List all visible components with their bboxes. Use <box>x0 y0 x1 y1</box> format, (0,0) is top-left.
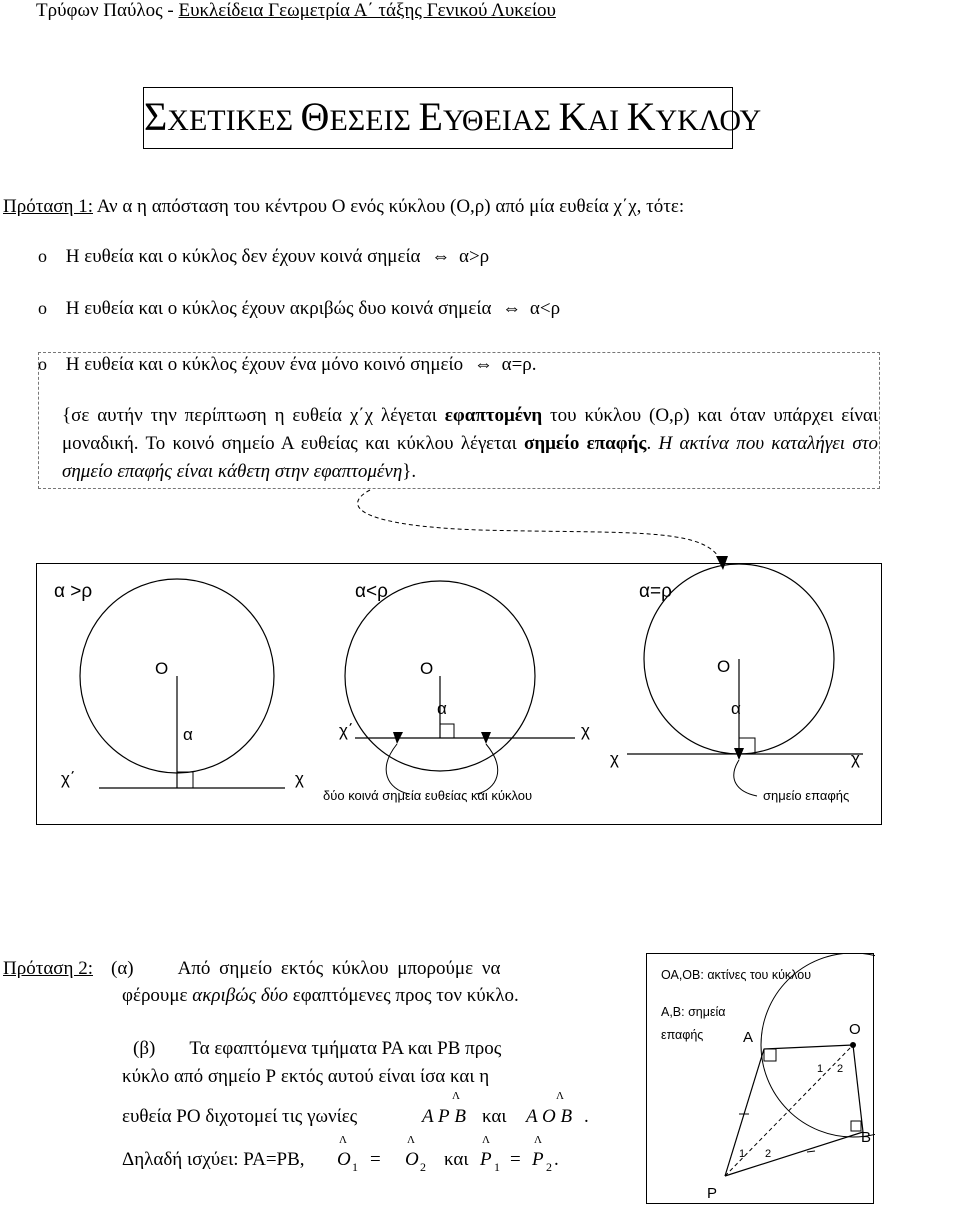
list-item-text: Η ευθεία και ο κύκλος έχουν ένα μόνο κοινό σημείο <box>65 354 464 375</box>
angle-aob: Α Ο Β <box>526 1106 573 1127</box>
and-word: και <box>482 1106 507 1127</box>
title-cap: Ε <box>418 94 443 139</box>
list-item <box>38 298 560 320</box>
note-text: . <box>646 433 659 454</box>
proposition-2 <box>3 958 500 980</box>
caption-tangent-point: σημείο επαφής <box>763 788 850 803</box>
proposition-2-label: Πρόταση 2: <box>3 958 93 979</box>
distance-label: α <box>183 725 193 744</box>
text-italic: ακριβώς δύο <box>192 985 288 1006</box>
equality-line <box>122 1134 642 1178</box>
proposition-1 <box>3 196 684 218</box>
title-rest: ΑΙ <box>587 104 627 137</box>
list-item <box>38 354 537 376</box>
pointer-curve <box>734 760 757 796</box>
center-label: Ο <box>155 659 169 678</box>
note-text: {σε αυτήν την περίπτωση η ευθεία χ΄χ λέγεται <box>62 405 445 426</box>
caption-two-points: δύο κοινά σημεία ευθείας και κύκλου <box>323 788 533 803</box>
iff-icon: ⇔ <box>502 298 522 319</box>
proposition-1-text: Αν α η απόσταση του κέντρου Ο ενός κύκλου (Ο,ρ) από μία ευθεία χ΄χ, τότε: <box>93 196 685 217</box>
list-item-text: Η ευθεία και ο κύκλος έχουν ακριβώς δυο κοινά σημεία <box>65 298 492 319</box>
proposition-2-line <box>122 985 519 1007</box>
line-right-label: χ <box>581 721 590 740</box>
list-item-condition: α>ρ <box>459 246 490 267</box>
right-angle-icon <box>851 1121 861 1131</box>
pointer-curve <box>386 744 409 794</box>
part-b-text: ευθεία ΡΟ διχοτομεί τις γωνίες <box>122 1106 358 1127</box>
note-text: του κύκλου (Ο,ρ) και όταν υπάρχει είναι μοναδική. Το κοινό σημείο Α ευθείας και κύκλου λέγεται <box>62 405 878 454</box>
angle-index: 1 <box>817 1063 824 1075</box>
pointer-curve <box>477 744 498 794</box>
title-rest: ΧΕΤΙΚΕΣ <box>167 104 301 137</box>
list-item-condition: α=ρ. <box>501 354 537 375</box>
right-angle-icon <box>440 724 454 738</box>
iff-icon: ⇔ <box>431 246 451 267</box>
page-title <box>143 87 762 149</box>
angle-index: 1 <box>739 1148 746 1160</box>
point-b-label: Β <box>860 1129 871 1146</box>
figure-line-circle-positions <box>36 563 882 825</box>
equality-intro: Δηλαδή ισχύει: ΡΑ=ΡΒ, <box>122 1149 305 1170</box>
figure-tangent-segments <box>646 953 874 1204</box>
line-right-label: χ <box>295 769 304 788</box>
note-bold: σημείο επαφής <box>523 433 647 454</box>
text: εφαπτόμενες προς τον κύκλο. <box>287 985 519 1006</box>
bullet-icon: o <box>38 298 47 318</box>
angle-index: 2 <box>837 1063 844 1075</box>
center-label: Ο <box>420 659 434 678</box>
subscript: 2 <box>546 1160 552 1174</box>
period: . <box>584 1106 589 1127</box>
bullet-icon: o <box>38 354 47 374</box>
note-text: }. <box>402 461 417 482</box>
tangent-pb <box>725 1132 863 1176</box>
book-title: Ευκλείδεια Γεωμετρία Α΄ τάξης Γενικού Λυκείου <box>178 0 556 21</box>
text: φέρουμε <box>122 985 193 1006</box>
symbol-p: Ρ <box>480 1149 492 1170</box>
equals-sign: = <box>370 1149 381 1170</box>
figure-note-points: Α,Β: σημεία <box>661 1005 726 1019</box>
figure-note-radii: ΟΑ,ΟΒ: ακτίνες του κύκλου <box>661 968 812 982</box>
and-word: και <box>444 1149 469 1170</box>
note-italic: Η ακτίνα που καταλήγει στο σημείο επαφής είναι κάθετη στην εφαπτομένη <box>62 433 879 482</box>
right-angle-icon <box>177 772 193 788</box>
case-header: α >ρ <box>54 581 93 602</box>
list-item-text: Η ευθεία και ο κύκλος δεν έχουν κοινά σημεία <box>65 246 421 267</box>
title-cap: Κ <box>626 94 656 139</box>
subscript: 1 <box>352 1160 358 1174</box>
subscript: 2 <box>420 1160 426 1174</box>
distance-label: α <box>731 699 741 718</box>
title-rest: ΕΣΕΙΣ <box>329 104 419 137</box>
title-rest: ΥΚΛΟΥ <box>655 104 762 137</box>
line-left-label: χ΄ <box>339 721 354 740</box>
author: Τρύφων Παύλος - <box>36 0 179 21</box>
center-label: Ο <box>717 657 731 676</box>
case-header: α<ρ <box>355 581 388 602</box>
proposition-1-label: Πρόταση 1: <box>3 196 93 217</box>
equals-sign: = <box>510 1149 521 1170</box>
period: . <box>554 1149 559 1170</box>
title-cap: Σ <box>144 94 168 139</box>
equal-mark <box>807 1151 815 1152</box>
page-header <box>36 0 556 22</box>
angles-line <box>122 1090 642 1130</box>
bullet-icon: o <box>38 246 47 266</box>
line-left-label: χ <box>610 749 619 768</box>
point-p-label: Ρ <box>707 1185 718 1202</box>
radius-oa <box>764 1045 853 1049</box>
line-right-label: χ <box>851 749 860 768</box>
hat-icon: Λ <box>452 1090 460 1102</box>
note-bold: εφαπτομένη <box>444 405 543 426</box>
hat-icon: Λ <box>556 1090 564 1102</box>
list-item <box>38 246 489 268</box>
hat-icon: Λ <box>534 1134 542 1146</box>
angle-index: 2 <box>765 1148 772 1160</box>
symbol-o: Ο <box>405 1149 419 1170</box>
part-b-marker: (β) <box>133 1038 156 1059</box>
part-a-text: Από σημείο εκτός κύκλου μπορούμε να <box>177 958 501 979</box>
title-cap: Κ <box>558 94 588 139</box>
distance-label: α <box>437 699 447 718</box>
right-angle-icon <box>764 1049 776 1061</box>
title-rest: ΥΘΕΙΑΣ <box>442 104 559 137</box>
hat-icon: Λ <box>339 1134 347 1146</box>
case-header: α=ρ <box>639 581 672 602</box>
angle-apb: Α Ρ Β <box>422 1106 466 1127</box>
part-b-text: Τα εφαπτόμενα τμήματα ΡΑ και ΡΒ προς <box>189 1038 502 1059</box>
figure-note-points: επαφής <box>661 1028 704 1042</box>
part-b-text: κύκλο από σημείο Ρ εκτός αυτού είναι ίσα και η <box>122 1066 490 1087</box>
symbol-o: Ο <box>337 1149 351 1170</box>
radius-ob <box>853 1045 863 1132</box>
proposition-2-b <box>133 1038 501 1060</box>
list-item-condition: α<ρ <box>529 298 561 319</box>
hat-icon: Λ <box>482 1134 490 1146</box>
iff-icon: ⇔ <box>473 354 493 375</box>
point-o-label: Ο <box>849 1021 861 1038</box>
symbol-p: Ρ <box>532 1149 544 1170</box>
subscript: 1 <box>494 1160 500 1174</box>
tangent-note <box>62 402 878 486</box>
title-cap: Θ <box>300 94 330 139</box>
line-left-label: χ΄ <box>61 769 76 788</box>
point-a-label: Α <box>743 1029 754 1046</box>
part-a-marker: (α) <box>111 958 134 979</box>
hat-icon: Λ <box>407 1134 415 1146</box>
